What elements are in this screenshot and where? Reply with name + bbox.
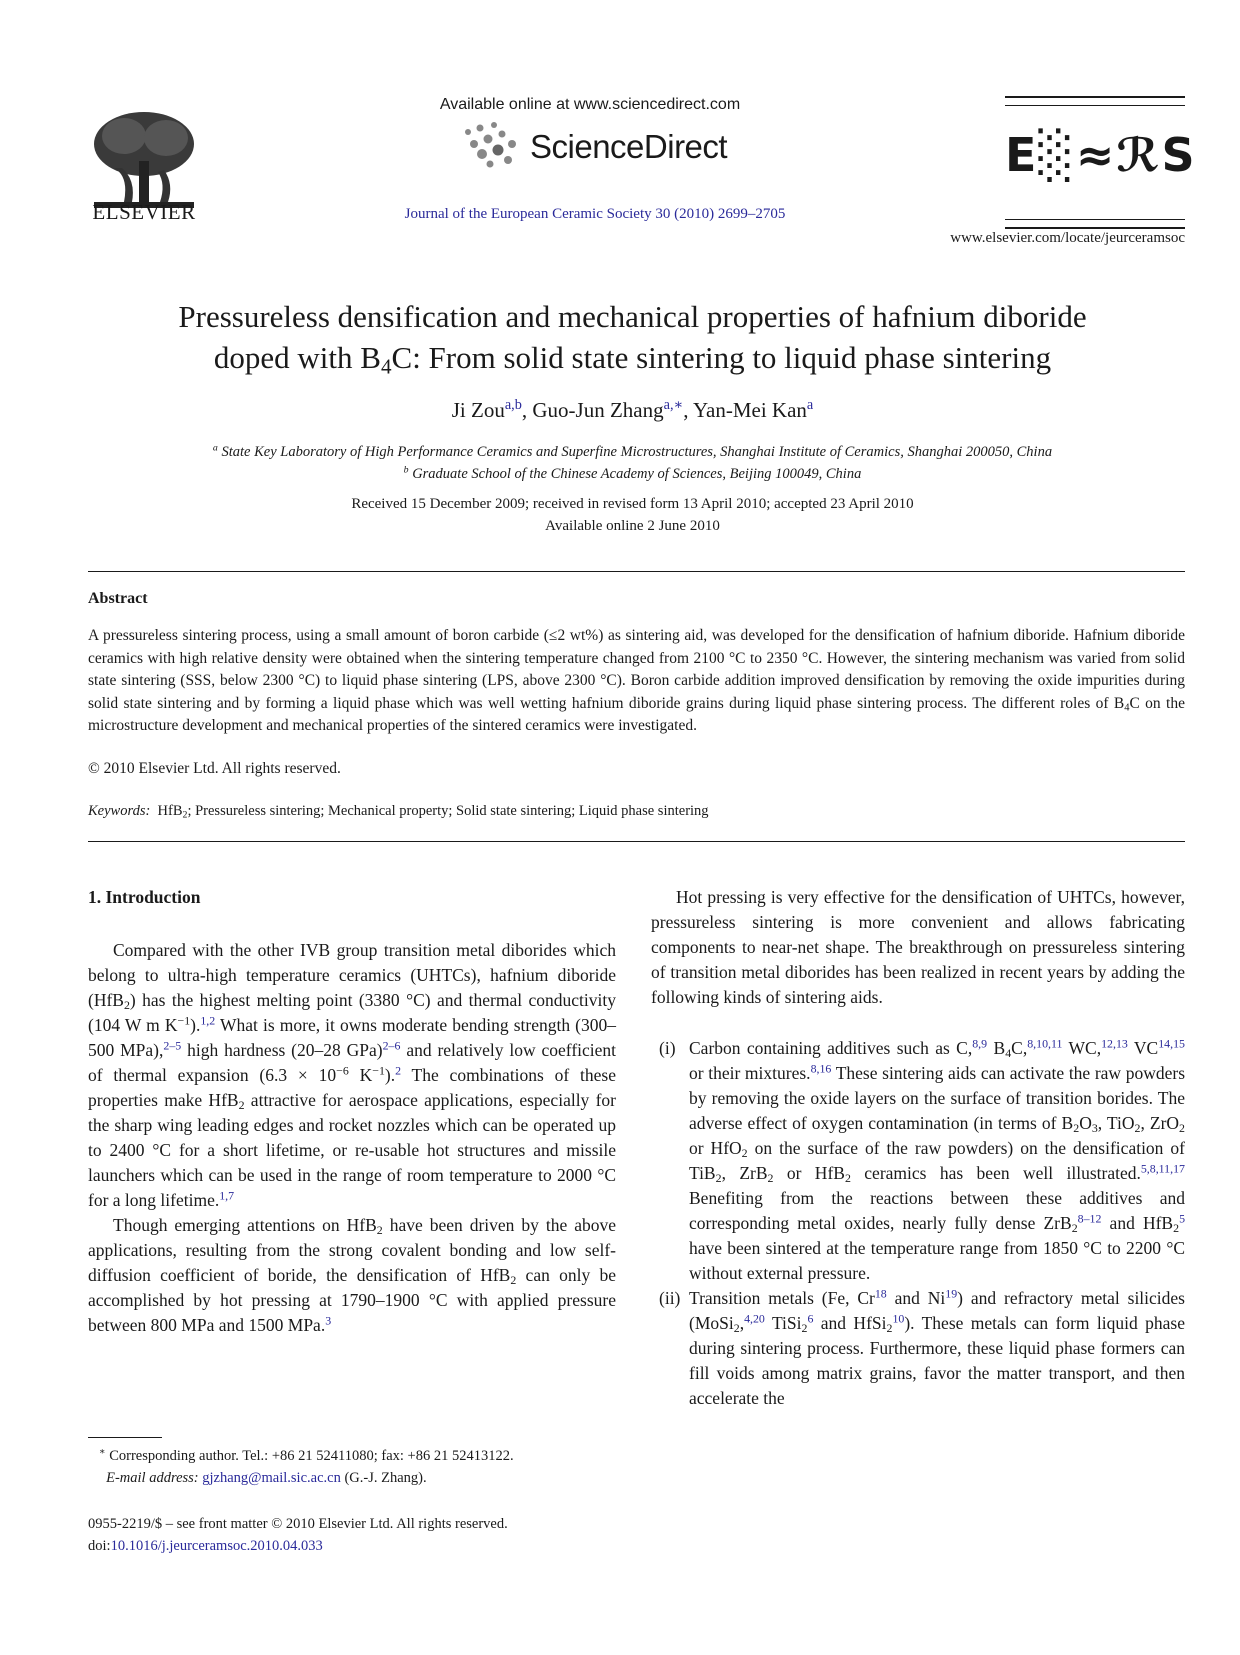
author-list: Ji Zou$^{a,b}$, Guo-Jun Zhang$^{a,∗}$, Yan-Mei Kan$^a$	[451, 397, 814, 422]
citation-link[interactable]: 2–5	[163, 1038, 182, 1053]
corresponding-author-footnote: ∗ Corresponding author. Tel.: +86 21 52411080; fax: +86 21 52413122. E-mail address: gjzhang@mail.sic.ac.cn (G.-J. Zhang).	[98, 1446, 514, 1486]
citation-link[interactable]: 2–6	[382, 1038, 401, 1053]
keywords-label: Keywords:	[88, 803, 151, 819]
citation-link[interactable]: 2	[395, 1063, 402, 1078]
paragraph: Hot pressing is very effective for the densification of UHTCs, however, pressureless sintering is more convenient and allows fabricating components to near-net shape. The breakthrough on pressureless sintering of transition metal diborides has been realized in recent years by adding the following kinds of sintering aids.	[651, 887, 1185, 1007]
list-item: (ii) Transition metals (Fe, Cr$^{18}$ and Ni$^{19}$) and refractory metal silicides (MoSi$_2$,$^{4,20}$ TiSi$_2^6$ and HfSi$_2^{10}$). These metals can form liquid phase during sintering process. Furthermore, these liquid phase formers can fill voids among matrix grains, favor the matter transport, and then accelerate the	[659, 1286, 1186, 1408]
ecers-bottom-rule	[1005, 219, 1185, 229]
paragraph: Compared with the other IVB group transition metal diborides which belong to ultra-high temperature ceramics (UHTCs), hafnium diboride (HfB$_2$) has the highest melting point (3380 °C) and thermal conductivity (104 W m $K^{-1}).^{1,2}$ What is more, it owns moderate bending strength (300–500 MPa),$^{2-5}$ high hardness (20–28 GPa)$^{2-6}$ and relatively low coefficient of thermal expansion ($6.3 \times 10^{-6}$ $K^{-1}).^2$ The combinations of these properties make HfB$_2$ attractive for aerospace applications, especially for the sharp wing leading edges and rocket nozzles which can be operated up to 2400 °C for a short lifetime, or re-usable hot structures and missile launchers which can be used in the range of room temperature to 2000 °C for a long lifetime.$^{1,7}$	[88, 940, 617, 1210]
affiliations	[80, 441, 1185, 485]
list-item-label: (i)	[659, 1038, 676, 1058]
citation-link[interactable]: 6	[807, 1311, 814, 1326]
affiliation-b: $^b$ Graduate School of the Chinese Academy of Sciences, Beijing 100049, China	[403, 464, 862, 482]
available-online-date: Available online 2 June 2010	[545, 518, 720, 534]
citation-link[interactable]: 18	[874, 1286, 887, 1301]
citation-link[interactable]: 1,7	[219, 1188, 235, 1203]
email-link[interactable]: gjzhang@mail.sic.ac.cn	[202, 1470, 341, 1486]
author-affiliation-mark[interactable]: a	[806, 397, 814, 414]
list-item-label: (ii)	[659, 1288, 681, 1308]
list-item: (i) Carbon containing additives such as C,$^{8,9}$ $B_4C,^{8,10,11}$ WC,$^{12,13}$ VC$^{14,15}$ or their mixtures.$^{8,16}$ These sintering aids can activate the raw powders by removing the oxide layers on the surface of transition borides. The adverse effect of oxygen contamination (in terms of $B_2O_3$, TiO$_2$, ZrO$_2$ or HfO$_2$ on the surface of the raw powders) on the densification of TiB$_2$, ZrB$_2$ or HfB$_2$ ceramics has been well illustrated.$^{5,8,11,17}$ Benefiting from the reactions between these additives and corresponding metal oxides, nearly fully dense ZrB$_2^{8-12}$ and HfB$_2^5$ have been sintered at the temperature range from 1850 °C to 2200 °C without external pressure.	[659, 1036, 1186, 1283]
abstract-heading: Abstract	[88, 590, 148, 607]
citation-link[interactable]: 8,9	[972, 1036, 988, 1051]
available-online-text: Available online at www.sciencedirect.com	[439, 96, 741, 113]
article-title: Pressureless densification and mechanical properties of hafnium diboride doped with $B_4C$: From solid state sintering to liquid phase sintering	[178, 299, 1087, 379]
elsevier-wordmark: ELSEVIER	[92, 200, 196, 224]
citation-link[interactable]: 5,8,11,17	[1140, 1161, 1185, 1176]
author-name: Ji Zou	[451, 398, 505, 422]
citation-link[interactable]: 3	[325, 1313, 332, 1328]
section-heading-introduction: 1. Introduction	[88, 887, 201, 907]
ecers-logo: E░≈ℛS	[1005, 128, 1197, 182]
citation-link[interactable]: 1,2	[200, 1013, 216, 1028]
citation-link[interactable]: 8,16	[810, 1061, 832, 1076]
citation-link[interactable]: 8,10,11	[1027, 1036, 1063, 1051]
sciencedirect-wordmark: ScienceDirect	[530, 128, 728, 165]
ecers-top-rule	[1005, 96, 1185, 106]
affiliation-a: $^a$ State Key Laboratory of High Performance Ceramics and Superfine Microstructures, Shanghai Institute of Ceramics, Shanghai 200050, China	[212, 442, 1053, 460]
citation-link[interactable]: 8–12	[1077, 1211, 1102, 1226]
journal-url: www.elsevier.com/locate/jeurceramsoc	[950, 230, 1185, 246]
abstract-copyright: © 2010 Elsevier Ltd. All rights reserved.	[88, 760, 341, 777]
doi-link[interactable]: 10.1016/j.jeurceramsoc.2010.04.033	[110, 1538, 323, 1554]
citation-link[interactable]: 10	[892, 1311, 905, 1326]
journal-citation-link[interactable]: Journal of the European Ceramic Society 30 (2010) 2699–2705	[404, 206, 786, 222]
author-affiliation-mark[interactable]: a,∗	[663, 397, 684, 414]
author-name: Guo-Jun Zhang	[532, 398, 664, 422]
author-name: Yan-Mei Kan	[692, 398, 807, 422]
abstract-bottom-rule	[88, 841, 1185, 842]
received-dates: Received 15 December 2009; received in revised form 13 April 2010; accepted 23 April 2010	[351, 496, 914, 512]
article-history	[80, 493, 1185, 537]
citation-link[interactable]: 19	[945, 1286, 958, 1301]
citation-link[interactable]: 12,13	[1101, 1036, 1128, 1051]
paragraph: Though emerging attentions on HfB$_2$ have been driven by the above applications, resulting from the strong covalent bonding and low self-diffusion coefficient of boride, the densification of HfB$_2$ can only be accomplished by hot pressing at 1790–1900 °C with applied pressure between 800 MPa and 1500 MPa.$^3$	[88, 1215, 616, 1335]
issn-line: 0955-2219/$ – see front matter © 2010 Elsevier Ltd. All rights reserved.	[88, 1516, 508, 1532]
abstract-text: A pressureless sintering process, using a small amount of boron carbide (≤2 wt%) as sintering aid, was developed for the densification of hafnium diboride. Hafnium diboride ceramics with high relative density were obtained when the sintering temperature changed from 2100 °C to 2350 °C. However, the sintering mechanism was varied from solid state sintering (SSS, below 2300 °C) to liquid phase sintering (LPS, above 2300 °C). Boron carbide addition improved densification by removing the oxide impurities during solid state sintering and by forming a liquid phase which was well wetting hafnium diboride grains during liquid phase sintering process. The different roles of $B_4C$ on the microstructure development and mechanical properties of the sintered ceramics were investigated.	[88, 627, 1185, 734]
keywords: Keywords: HfB$_2$; Pressureless sintering; Mechanical property; Solid state sintering; Liquid phase sintering	[88, 803, 709, 821]
abstract-top-rule	[88, 571, 1185, 572]
author-affiliation-mark[interactable]: a,b	[504, 397, 522, 414]
right-column	[651, 885, 1185, 1411]
citation-link[interactable]: 14,15	[1158, 1036, 1185, 1051]
front-matter: 0955-2219/$ – see front matter © 2010 Elsevier Ltd. All rights reserved. doi:10.1016/j.jeurceramsoc.2010.04.033	[88, 1513, 628, 1557]
citation-link[interactable]: 5	[1179, 1211, 1186, 1226]
footnote-rule	[88, 1437, 162, 1438]
left-column	[88, 885, 616, 1338]
citation-link[interactable]: 4,20	[744, 1311, 765, 1326]
